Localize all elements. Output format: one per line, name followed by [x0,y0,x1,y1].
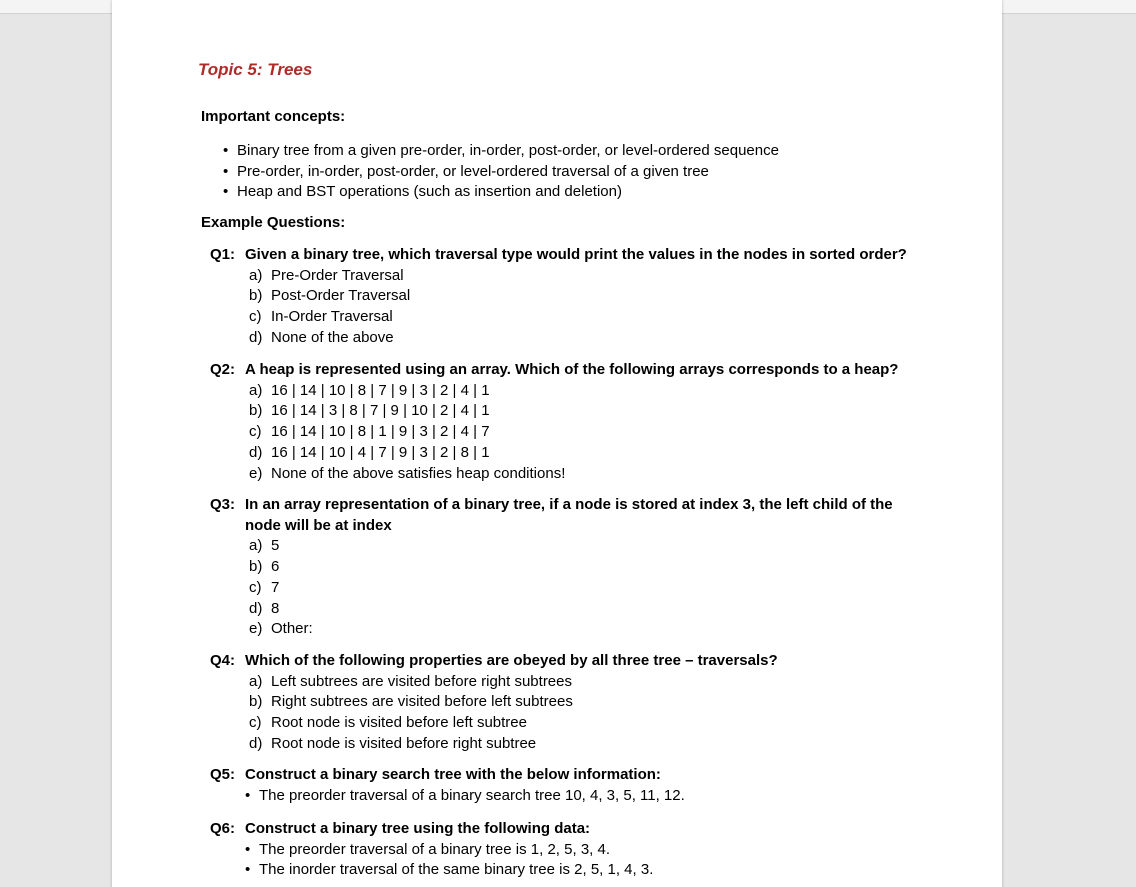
concepts-heading: Important concepts: [201,108,346,125]
option-text: 6 [271,558,280,576]
question-header [210,765,930,786]
option-text: 16 | 14 | 3 | 8 | 7 | 9 | 10 | 2 | 4 | 1 [271,402,490,420]
question-text: Construct a binary search tree with the below information: [245,766,661,783]
options-list [210,672,930,755]
option-text: None of the above [271,328,394,346]
option-item [249,578,930,599]
option-letter: b) [249,693,263,711]
option-item [249,713,930,734]
option-letter: c) [249,308,262,326]
options-list [210,266,930,349]
concept-item: • Heap and BST operations (such as insertion and deletion) [223,182,779,203]
question-number: Q3: [210,496,236,513]
question-text: Construct a binary tree using the following data: [245,820,591,837]
option-letter: a) [249,537,263,555]
option-text: Other: [271,620,313,638]
question-number: Q6: [210,820,236,837]
option-item [249,328,930,349]
options-list [210,536,930,640]
options-list [210,381,930,485]
option-letter: a) [249,266,263,284]
bullet-item: • The inorder traversal of the same binary tree is 2, 5, 1, 4, 3. [245,860,930,881]
option-letter: a) [249,381,263,399]
document-page [112,0,1002,887]
option-text: 5 [271,537,280,555]
question-text: Which of the following properties are obeyed by all three tree – traversals? [245,652,778,669]
question-5 [210,765,930,806]
option-item [249,599,930,620]
question-header [210,651,930,672]
option-text: 8 [271,599,280,617]
option-text: 16 | 14 | 10 | 8 | 1 | 9 | 3 | 2 | 4 | 7 [271,423,490,441]
examples-heading: Example Questions: [201,214,346,231]
option-text: Left subtrees are visited before right subtrees [271,672,572,690]
option-text: Right subtrees are visited before left subtrees [271,693,573,711]
option-letter: d) [249,443,263,461]
option-text: 7 [271,578,280,596]
option-item [249,557,930,578]
option-letter: c) [249,423,262,441]
option-letter: b) [249,558,263,576]
question-text: In an array representation of a binary tree, if a node is stored at index 3, the left child of the node will be at index [245,496,893,534]
option-item [249,401,930,422]
option-item [249,286,930,307]
option-letter: d) [249,328,263,346]
option-letter: e) [249,464,263,482]
option-text: Pre-Order Traversal [271,266,404,284]
concept-item: • Pre-order, in-order, post-order, or level-ordered traversal of a given tree [223,162,779,183]
option-letter: b) [249,287,263,305]
option-item [249,672,930,693]
option-letter: c) [249,714,262,732]
question-header [210,495,930,536]
question-4 [210,651,930,755]
concept-item: • Binary tree from a given pre-order, in-order, post-order, or level-ordered sequence [223,141,779,162]
option-letter: c) [249,578,262,596]
option-item [249,422,930,443]
option-item [249,464,930,485]
option-text: None of the above satisfies heap conditions! [271,464,566,482]
option-text: 16 | 14 | 10 | 4 | 7 | 9 | 3 | 2 | 8 | 1 [271,443,490,461]
question-number: Q1: [210,246,236,263]
option-item [249,734,930,755]
question-number: Q5: [210,766,236,783]
option-item [249,443,930,464]
question-number: Q2: [210,361,236,378]
option-letter: e) [249,620,263,638]
option-letter: a) [249,672,263,690]
option-letter: d) [249,734,263,752]
question-number: Q4: [210,652,236,669]
option-item [249,619,930,640]
option-item [249,266,930,287]
option-item [249,381,930,402]
bullet-item: • The preorder traversal of a binary tree is 1, 2, 5, 3, 4. [245,840,930,861]
question-text: A heap is represented using an array. Which of the following arrays corresponds to a heap? [245,361,899,378]
question-text: Given a binary tree, which traversal type would print the values in the nodes in sorted order? [245,246,907,263]
question-3 [210,495,930,640]
bullet-list [210,840,930,881]
concepts-list [223,141,779,203]
option-letter: d) [249,599,263,617]
topic-title: Topic 5: Trees [198,60,313,79]
option-text: 16 | 14 | 10 | 8 | 7 | 9 | 3 | 2 | 4 | 1 [271,381,490,399]
option-text: In-Order Traversal [271,308,393,326]
question-2 [210,360,930,484]
option-letter: b) [249,402,263,420]
option-text: Root node is visited before right subtree [271,734,537,752]
bullet-list [210,786,930,807]
question-1 [210,245,930,349]
question-header [210,819,930,840]
option-item [249,692,930,713]
question-header [210,360,930,381]
bullet-item: • The preorder traversal of a binary search tree 10, 4, 3, 5, 11, 12. [245,786,930,807]
option-text: Root node is visited before left subtree [271,714,527,732]
question-header [210,245,930,266]
option-item [249,307,930,328]
option-item [249,536,930,557]
option-text: Post-Order Traversal [271,287,411,305]
question-6 [210,819,930,881]
